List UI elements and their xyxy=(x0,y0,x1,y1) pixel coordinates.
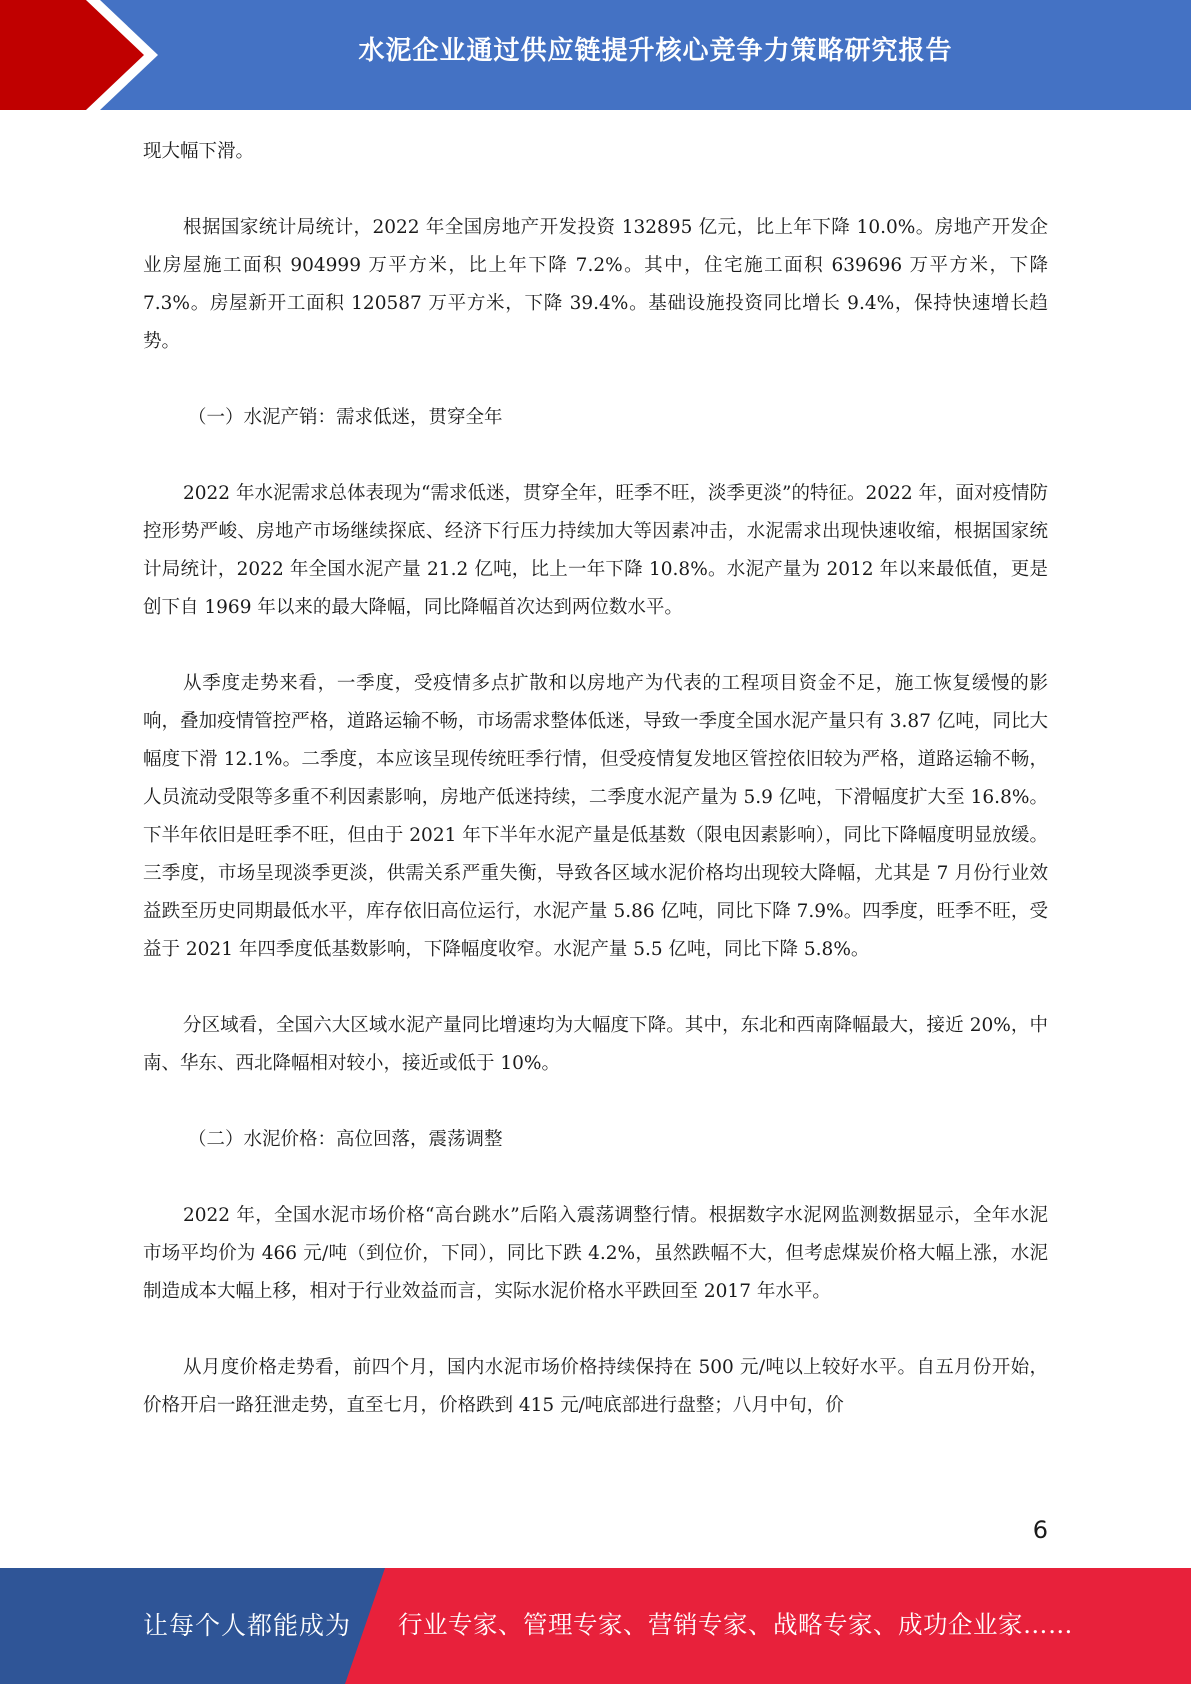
page-body xyxy=(143,133,1048,1425)
page-number: 6 xyxy=(1032,1516,1048,1544)
header-red-arrow xyxy=(0,0,150,110)
section-heading-production: （一）水泥产销：需求低迷，贯穿全年 xyxy=(188,407,503,428)
footer-slogan-left: 让每个人都能成为 xyxy=(143,1611,352,1640)
footer-banner xyxy=(0,1568,1191,1684)
header-banner xyxy=(0,0,1191,110)
footer-slogan-right: 行业专家、管理专家、营销专家、战略专家、成功企业家…… xyxy=(398,1610,1073,1639)
paragraph-quarterly: 从季度走势来看，一季度，受疫情多点扩散和以房地产为代表的工程项目资金不足，施工恢复缓慢的影响，叠加疫情管控严格，道路运输不畅，市场需求整体低迷，导致一季度全国水泥产量只有 3.87 亿吨，同比大幅度下滑 12.1%。二季度，本应该呈现传统旺季行情，但受疫情复发地区管控依旧较为严格，道路运输不畅，人员流动受限等多重不利因素影响，房地产低迷持续，二季度水泥产量为 5.9 亿吨，下滑幅度扩大至 16.8%。下半年依旧是旺季不旺，但由于 2021 年下半年水泥产量是低基数（限电因素影响），同比下降幅度明显放缓。三季度，市场呈现淡季更淡，供需关系严重失衡，导致各区域水泥价格均出现较大降幅，尤其是 7 月份行业效益跌至历史同期最低水平，库存依旧高位运行，水泥产量 5.86 亿吨，同比下降 7.9%。四季度，旺季不旺，受益于 2021 年四季度低基数影响，下降幅度收窄。水泥产量 5.5 亿吨，同比下降 5.8%。 xyxy=(143,673,1048,960)
report-title: 水泥企业通过供应链提升核心竞争力策略研究报告 xyxy=(358,36,953,66)
paragraph-demand: 2022 年水泥需求总体表现为“需求低迷，贯穿全年，旺季不旺，淡季更淡”的特征。2022 年，面对疫情防控形势严峻、房地产市场继续探底、经济下行压力持续加大等因素冲击，水泥需求出现快速收缩，根据国家统计局统计，2022 年全国水泥产量 21.2 亿吨，比上一年下降 10.8%。水泥产量为 2012 年以来最低值，更是创下自 1969 年以来的最大降幅，同比降幅首次达到两位数水平。 xyxy=(143,483,1048,618)
paragraph-monthly-price: 从月度价格走势看，前四个月，国内水泥市场价格持续保持在 500 元/吨以上较好水平。自五月份开始，价格开启一路狂泄走势，直至七月，价格跌到 415 元/吨底部进行盘整；八月中旬，价 xyxy=(143,1357,1048,1416)
paragraph-price-overview: 2022 年，全国水泥市场价格“高台跳水”后陷入震荡调整行情。根据数字水泥网监测数据显示，全年水泥市场平均价为 466 元/吨（到位价，下同），同比下跌 4.2%，虽然跌幅不大，但考虑煤炭价格大幅上涨，水泥制造成本大幅上移，相对于行业效益而言，实际水泥价格水平跌回至 2017 年水平。 xyxy=(143,1205,1048,1302)
paragraph-regional: 分区域看，全国六大区域水泥产量同比增速均为大幅度下降。其中，东北和西南降幅最大，接近 20%，中南、华东、西北降幅相对较小，接近或低于 10%。 xyxy=(143,1015,1048,1074)
section-heading-price: （二）水泥价格：高位回落，震荡调整 xyxy=(188,1129,503,1150)
paragraph-real-estate: 根据国家统计局统计，2022 年全国房地产开发投资 132895 亿元，比上年下降 10.0%。房地产开发企业房屋施工面积 904999 万平方米，比上年下降 7.2%。其中，住宅施工面积 639696 万平方米，下降 7.3%。房屋新开工面积 120587 万平方米，下降 39.4%。基础设施投资同比增长 9.4%，保持快速增长趋势。 xyxy=(143,217,1048,352)
paragraph-continued: 现大幅下滑。 xyxy=(143,141,255,162)
